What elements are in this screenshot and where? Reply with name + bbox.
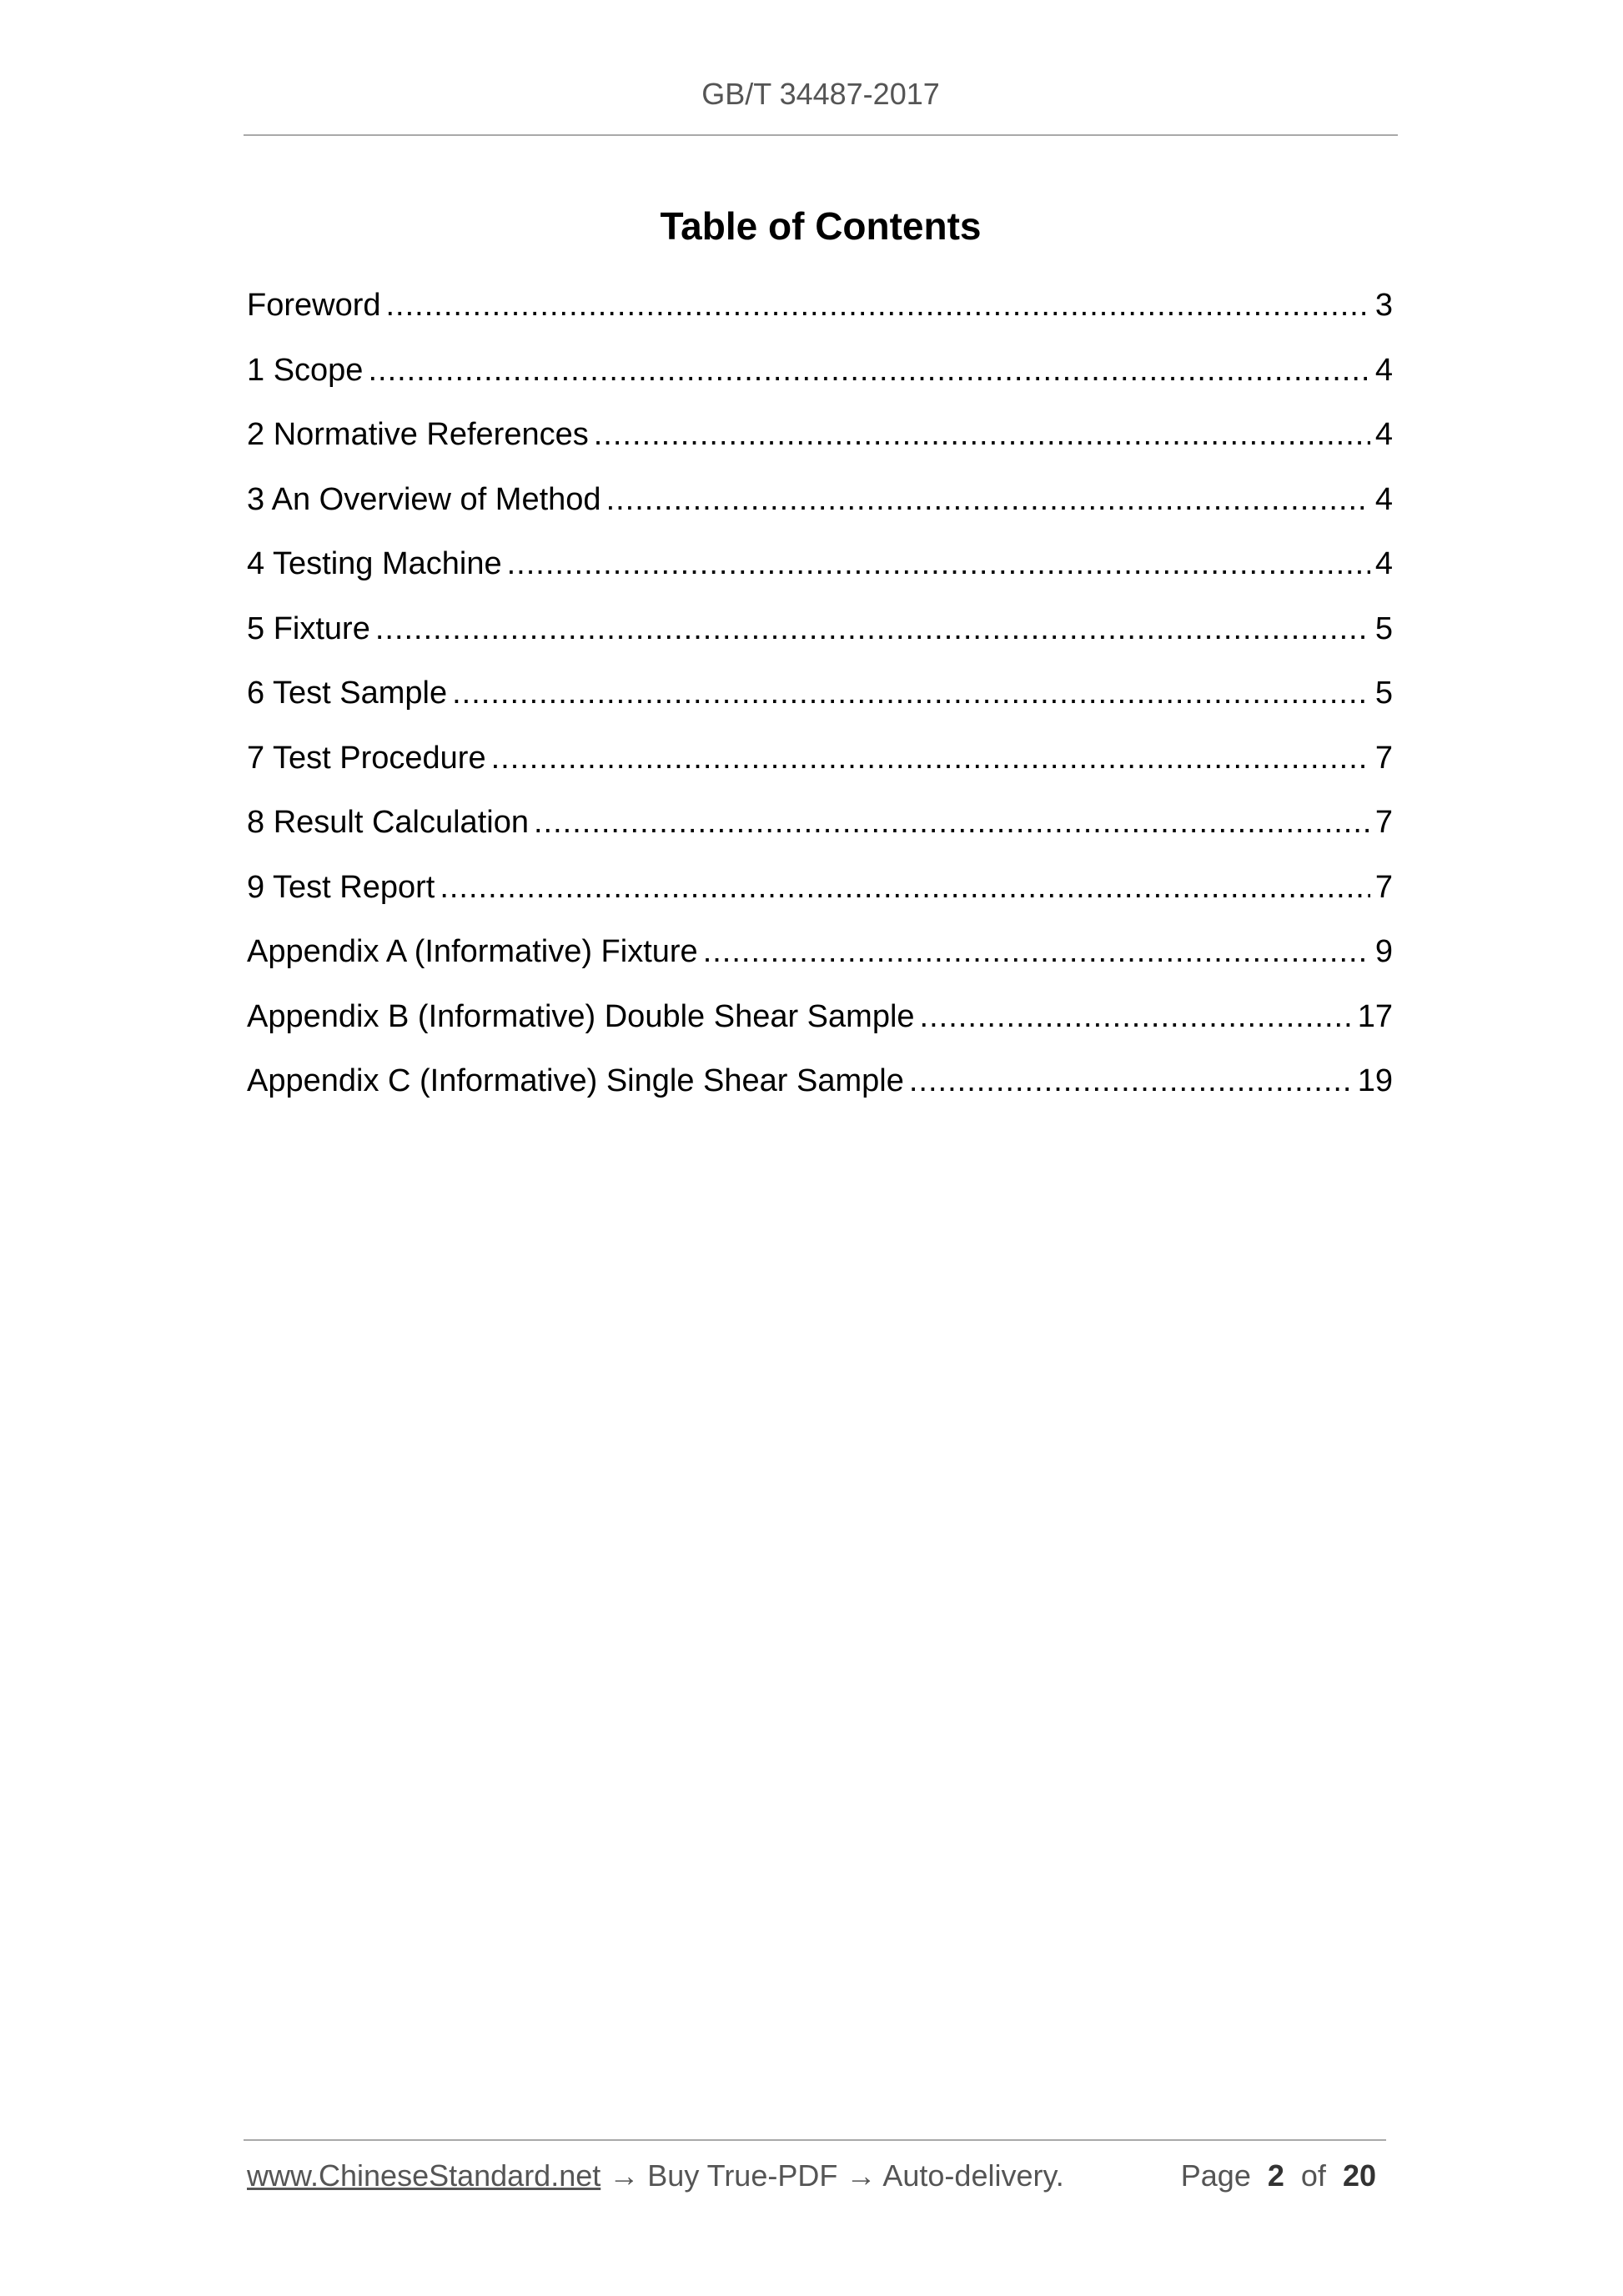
toc-entry-testing-machine[interactable] [247, 542, 1393, 607]
toc-entry-page: 3 [1374, 288, 1393, 323]
toc-entry-foreword[interactable] [247, 284, 1393, 349]
toc-entry-page: 19 [1357, 1063, 1393, 1098]
toc-entry-label: 7 Test Procedure [247, 740, 486, 776]
current-page: 2 [1267, 2158, 1284, 2193]
toc-entry-test-report[interactable] [247, 866, 1393, 931]
toc-dot-leader [920, 995, 1353, 1038]
toc-entry-label: Appendix C (Informative) Single Shear Sample [247, 1063, 904, 1098]
footer-promo [247, 2158, 1064, 2193]
toc-dot-leader [703, 930, 1370, 973]
total-pages: 20 [1342, 2158, 1376, 2193]
page-header-standard-code: GB/T 34487-2017 [701, 77, 940, 111]
buy-true-pdf-text: Buy True-PDF [647, 2158, 838, 2193]
toc-entry-result-calculation[interactable] [247, 801, 1393, 866]
toc-dot-leader [368, 349, 1369, 392]
toc-entry-page: 7 [1374, 869, 1393, 905]
toc-dot-leader [440, 866, 1370, 909]
toc-entry-label: Foreword [247, 288, 381, 323]
toc-dot-leader [534, 801, 1370, 844]
toc-entry-appendix-a[interactable] [247, 930, 1393, 995]
toc-entry-overview-of-method[interactable] [247, 478, 1393, 543]
toc-dot-leader [594, 413, 1370, 456]
toc-dot-leader [375, 607, 1370, 651]
toc-entry-label: 6 Test Sample [247, 676, 448, 711]
toc-entry-label: Appendix A (Informative) Fixture [247, 934, 698, 969]
page-number [1181, 2158, 1376, 2193]
toc-list [247, 284, 1393, 1124]
toc-dot-leader [606, 478, 1370, 521]
arrow-right-icon: → [846, 2158, 877, 2193]
toc-entry-page: 4 [1374, 417, 1393, 452]
toc-entry-page: 7 [1374, 740, 1393, 776]
toc-entry-page: 4 [1374, 352, 1393, 388]
toc-entry-appendix-b[interactable] [247, 995, 1393, 1060]
toc-dot-leader [452, 671, 1370, 715]
toc-entry-label: 9 Test Report [247, 869, 435, 905]
toc-entry-test-procedure[interactable] [247, 736, 1393, 801]
toc-dot-leader [386, 284, 1370, 327]
toc-dot-leader [491, 736, 1370, 780]
toc-entry-label: Appendix B (Informative) Double Shear Sample [247, 998, 915, 1034]
toc-entry-label: 8 Result Calculation [247, 805, 529, 840]
toc-title: Table of Contents [660, 204, 982, 248]
toc-entry-scope[interactable] [247, 349, 1393, 414]
toc-entry-fixture[interactable] [247, 607, 1393, 672]
toc-dot-leader [507, 542, 1370, 585]
footer-divider [244, 2139, 1386, 2141]
toc-entry-page: 4 [1374, 546, 1393, 581]
toc-entry-label: 5 Fixture [247, 610, 370, 646]
arrow-right-icon: → [609, 2158, 640, 2193]
toc-entry-test-sample[interactable] [247, 671, 1393, 736]
toc-entry-page: 17 [1357, 998, 1393, 1034]
of-word: of [1300, 2158, 1326, 2193]
site-link[interactable]: www.ChineseStandard.net [247, 2158, 601, 2193]
toc-entry-page: 9 [1374, 934, 1393, 969]
toc-entry-page: 5 [1374, 676, 1393, 711]
toc-entry-normative-references[interactable] [247, 413, 1393, 478]
toc-entry-appendix-c[interactable] [247, 1059, 1393, 1124]
toc-dot-leader [909, 1059, 1353, 1103]
toc-entry-label: 3 An Overview of Method [247, 481, 601, 517]
toc-entry-label: 4 Testing Machine [247, 546, 502, 581]
auto-delivery-text: Auto-delivery. [882, 2158, 1064, 2193]
page-word: Page [1180, 2158, 1251, 2193]
toc-entry-page: 4 [1374, 481, 1393, 517]
toc-entry-label: 2 Normative References [247, 417, 589, 452]
toc-entry-page: 5 [1374, 610, 1393, 646]
toc-entry-page: 7 [1374, 805, 1393, 840]
toc-entry-label: 1 Scope [247, 352, 364, 388]
header-divider [244, 134, 1398, 136]
